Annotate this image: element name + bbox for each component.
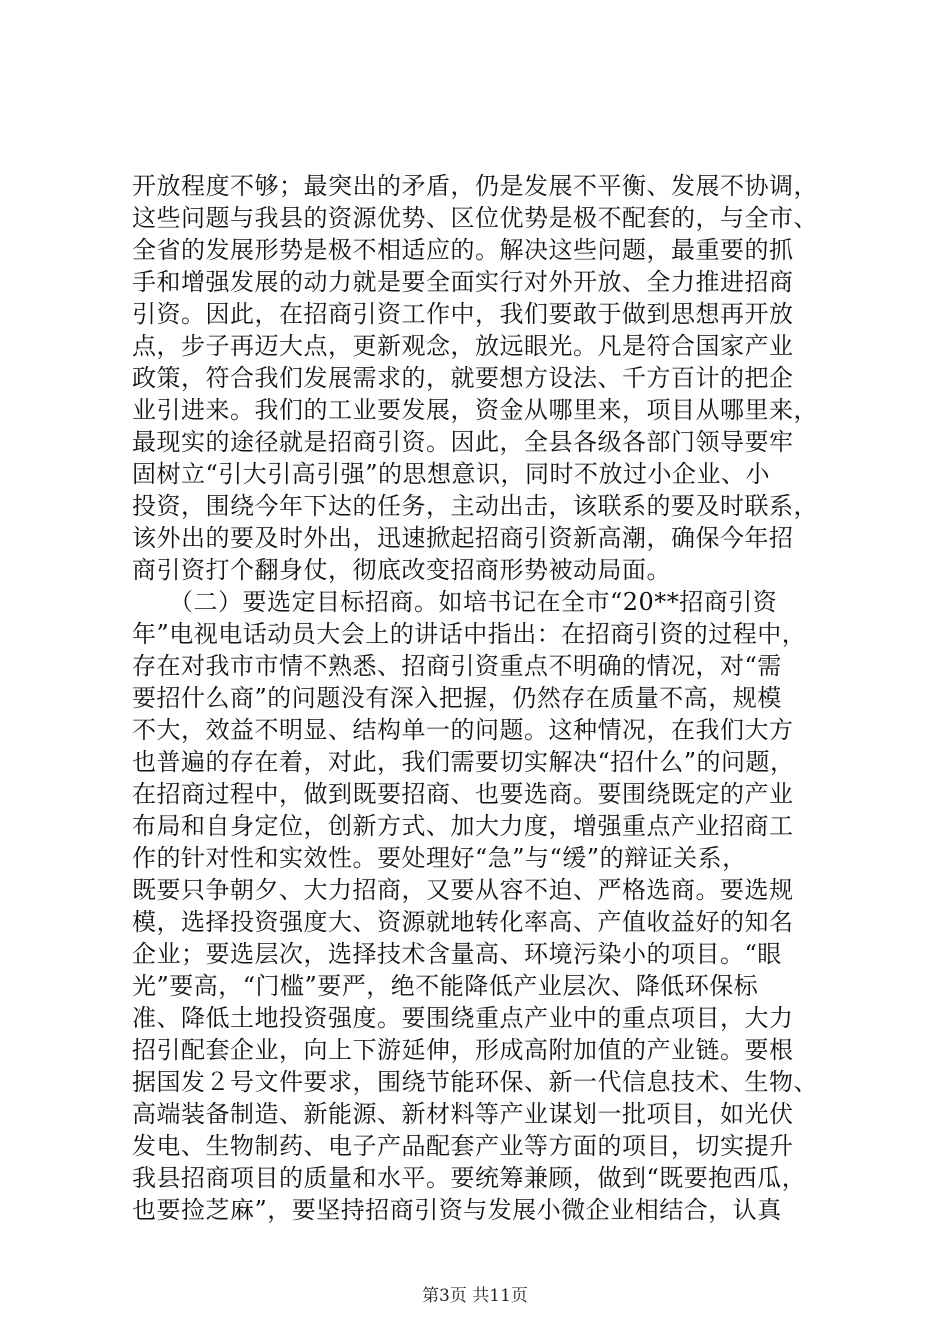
body-text [132, 170, 832, 1226]
text-line: 在招商过程中，做到既要招商、也要选商。要围绕既定的产业 [132, 780, 794, 808]
text-line: 我县招商项目的质量和水平。要统筹兼顾，做到“既要抱西瓜， [132, 1164, 807, 1192]
text-line: 发电、生物制药、电子产品配套产业等方面的项目，切实提升 [132, 1132, 794, 1160]
text-line: 开放程度不够；最突出的矛盾，仍是发展不平衡、发展不协调， [132, 172, 818, 200]
text-line: 年”电视电话动员大会上的讲话中指出：在招商引资的过程中， [132, 620, 807, 648]
text-line: 该外出的要及时外出，迅速掀起招商引资新高潮，确保今年招 [132, 524, 794, 552]
text-line: （二）要选定目标招商。如培书记在全市“20**招商引资 [132, 588, 778, 616]
text-line: 点，步子再迈大点，更新观念，放远眼光。凡是符合国家产业 [132, 332, 794, 360]
text-line: 也要捡芝麻”，要坚持招商引资与发展小微企业相结合，认真 [132, 1196, 782, 1224]
text-line: 这些问题与我县的资源优势、区位优势是极不配套的，与全市、 [132, 204, 818, 232]
text-line: 作的针对性和实效性。要处理好“急”与“缓”的辩证关系， [132, 844, 747, 872]
text-line: 业引进来。我们的工业要发展，资金从哪里来，项目从哪里来， [132, 396, 818, 424]
text-line: 不大，效益不明显、结构单一的问题。这种情况，在我们大方 [132, 716, 794, 744]
text-line: 商引资打个翻身仗，彻底改变招商形势被动局面。 [132, 556, 671, 584]
text-line: 引资。因此，在招商引资工作中，我们要敢于做到思想再开放 [132, 300, 794, 328]
text-line: 既要只争朝夕、大力招商，又要从容不迫、严格选商。要选规 [132, 876, 794, 904]
text-line: 存在对我市市情不熟悉、招商引资重点不明确的情况，对“需 [132, 652, 782, 680]
text-line: 准、降低土地投资强度。要围绕重点产业中的重点项目，大力 [132, 1004, 794, 1032]
text-line: 也普遍的存在着，对此，我们需要切实解决“招什么”的问题， [132, 748, 795, 776]
text-line: 模，选择投资强度大、资源就地转化率高、产值收益好的知名 [132, 908, 794, 936]
text-line: 手和增强发展的动力就是要全面实行对外开放、全力推进招商 [132, 268, 794, 296]
text-line: 要招什么商”的问题没有深入把握，仍然存在质量不高，规模 [132, 684, 782, 712]
text-line: 最现实的途径就是招商引资。因此，全县各级各部门领导要牢 [132, 428, 794, 456]
text-line: 企业；要选层次，选择技术含量高、环境污染小的项目。“眼 [132, 940, 782, 968]
page-number-label: 第3页 共11页 [422, 1286, 528, 1306]
text-line: 据国发２号文件要求，围绕节能环保、新一代信息技术、生物、 [132, 1068, 818, 1096]
text-line: 招引配套企业，向上下游延伸，形成高附加值的产业链。要根 [132, 1036, 794, 1064]
text-line: 全省的发展形势是极不相适应的。解决这些问题，最重要的抓 [132, 236, 794, 264]
text-line: 高端装备制造、新能源、新材料等产业谋划一批项目，如光伏 [132, 1100, 794, 1128]
text-line: 投资，围绕今年下达的任务，主动出击，该联系的要及时联系， [132, 492, 818, 520]
text-line: 固树立“引大引高引强”的思想意识，同时不放过小企业、小 [132, 460, 771, 488]
text-line: 布局和自身定位，创新方式、加大力度，增强重点产业招商工 [132, 812, 794, 840]
text-line: 光”要高，“门槛”要严，绝不能降低产业层次、降低环保标 [132, 972, 759, 1000]
page-footer [0, 1286, 950, 1306]
text-line: 政策，符合我们发展需求的，就要想方设法、千方百计的把企 [132, 364, 794, 392]
